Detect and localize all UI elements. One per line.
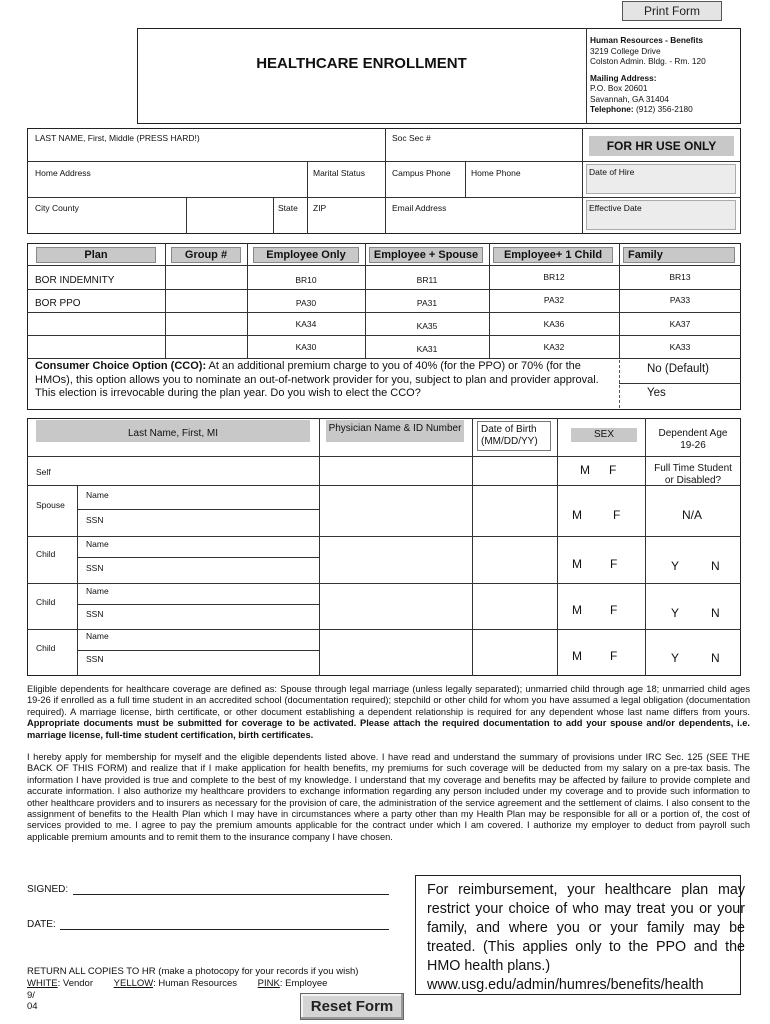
date-of-hire-label: Date of Hire [589,167,635,177]
white-copy-key: WHITE [27,978,58,989]
child3-sex-m[interactable]: M [572,649,582,663]
cco-heading: Consumer Choice Option (CCO): [35,360,207,372]
plan-code[interactable]: PA32 [543,295,565,305]
dependent-age-header [645,428,741,452]
plan-header: Plan [36,247,156,263]
city-county-label: City County [35,203,79,213]
plan-code[interactable]: KA37 [669,319,691,329]
spouse-sex-f[interactable]: F [613,508,621,522]
hr-dept: Human Resources - Benefits [590,35,703,45]
plan-code[interactable]: KA33 [669,342,691,352]
yellow-copy-key: YELLOW [113,978,154,989]
employee-only-header: Employee Only [253,247,359,263]
home-address-label: Home Address [35,168,91,178]
effective-date-label: Effective Date [589,203,642,213]
soc-sec-input[interactable] [388,145,578,159]
revision-line1: 9/ [27,990,35,1001]
name-label: Name [86,586,109,596]
reset-form-button[interactable]: Reset Form [300,993,404,1020]
date-label: DATE: [27,919,56,930]
eligibility-paragraph [27,684,750,741]
dob-header-line2: (MM/DD/YY) [481,436,538,447]
ssn-label: SSN [86,515,104,525]
signature-input[interactable] [75,879,387,893]
state-input[interactable] [276,215,305,231]
cco-text [35,360,613,401]
plan-code[interactable]: KA31 [416,344,438,354]
plan-code[interactable]: BR10 [295,275,317,285]
signed-label: SIGNED: [27,884,69,895]
child1-sex-m[interactable]: M [572,557,582,571]
child3-yes[interactable]: Y [671,651,680,665]
fulltime-line2: or Disabled? [664,475,722,486]
fulltime-student-label [645,463,741,487]
child1-no[interactable]: N [711,559,720,573]
reimbursement-note-box [415,875,745,995]
self-sex-m[interactable]: M [580,463,590,477]
pink-copy-key: PINK [257,978,280,989]
child3-sex-f[interactable]: F [610,649,618,663]
state-label: State [278,203,298,213]
cco-yes-option[interactable]: Yes [647,387,666,399]
plan-code[interactable]: KA35 [416,321,438,331]
hr-box: P.O. Box 20601 [590,83,648,93]
email-label: Email Address [392,203,447,213]
hr-address [590,35,706,115]
marital-status-label: Marital Status [313,168,365,178]
plan-code[interactable]: KA34 [295,319,317,329]
plan-code[interactable]: PA30 [295,298,317,308]
spouse-label: Spouse [36,500,65,510]
child3-no[interactable]: N [711,651,720,665]
revision-line2: 04 [27,1001,38,1012]
hr-use-only-label: FOR HR USE ONLY [589,136,734,156]
fulltime-line1: Full Time Student [654,463,732,474]
cco-body: At an additional premium charge to you of 40% (for the PPO) or 70% (for the HMOs), this option allows you to nominate an out-of-network provider for you, subject to plan and provider approval. This election is irrevocable during the plan year. Do you wish to elect the CCO? [35,360,599,399]
child-label: Child [36,549,56,559]
hr-tel-label: Telephone: [590,104,634,114]
dob-header-line1: Date of Birth [481,424,537,435]
page-title: HEALTHCARE ENROLLMENT [256,55,467,72]
child2-yes[interactable]: Y [671,606,680,620]
plan-code[interactable]: KA30 [295,342,317,352]
dep-age-line1: Dependent Age [658,428,728,439]
zip-label: ZIP [313,203,327,213]
authorization-paragraph: I hereby apply for membership for myself and the eligible dependents listed above. I have read and understand the summary of provisions under IRC Sec. 125 (SEE THE BACK OF THIS FORM) and realize that if I make application for health benefits, my premiums for such coverage will be deducted from my salary on a pre-tax basis. The information I have provided is true and complete to the best of my knowledge. I understand that my coverage and benefits may be affected by failure to provide complete and accurate information. I also authorize my healthcare providers to exchange information regarding any person included under my coverage and to provide such information to other healthcare providers and to insurers as necessary for the provision of care, the administration of the service agreement and the settlement of claims. I also consent to the assignment of benefits to the Health Plan which I may have in circumstances where a party other than my Health Plan may be responsible for all or a portion of, the cost of services provided to me. I agree to pay the premium amounts applicable for the contract under which I am covered. I authorize my employer to deduct from payroll such applicable premium amounts and to remit them to the insurance company I have chosen. [27,752,750,842]
child1-sex-f[interactable]: F [610,557,618,571]
plan-code[interactable]: KA36 [543,319,565,329]
ssn-label: SSN [86,563,104,573]
child2-sex-m[interactable]: M [572,603,582,617]
name-label: Name [86,631,109,641]
child2-no[interactable]: N [711,606,720,620]
hr-city: Savannah, GA 31404 [590,93,669,104]
pink-copy-value: : Employee [279,978,328,989]
cco-no-option[interactable]: No (Default) [647,363,709,375]
child-label: Child [36,597,56,607]
spouse-sex-m[interactable]: M [572,508,582,522]
child1-yes[interactable]: Y [671,559,680,573]
dob-header [477,421,551,451]
eligibility-text: Eligible dependents for healthcare coverage are defined as: Spouse through legal marriage (unless legally separated); unmarried child through age 18; unmarried child ages 19-26 if enrolled as a full time student in an accredited school (documentation required); stepchild or other child for whom you have assumed a legal obligation (documentation required). A marriage license, birth certificate, or other document establishing a dependent relationship is required for any dependent whose last name differs from yours. [27,684,750,717]
last-name-label: LAST NAME, First, Middle (PRESS HARD!) [35,133,200,143]
plan-code[interactable]: BR11 [416,275,438,285]
self-name-input[interactable] [80,460,316,482]
effective-date-field[interactable] [586,200,736,230]
home-phone-label: Home Phone [471,168,521,178]
yellow-copy-value: : Human Resources [153,978,238,989]
family-header: Family [623,247,735,263]
plan-code[interactable]: PA33 [669,295,691,305]
employee-child-header: Employee+ 1 Child [493,247,613,263]
dependent-name-header: Last Name, First, MI [36,420,310,442]
revision-date [27,990,38,1012]
return-instructions: RETURN ALL COPIES TO HR (make a photocopy for your records if you wish) [27,966,359,977]
reimbursement-url[interactable]: www.usg.edu/admin/humres/benefits/health [427,977,704,993]
plan-code[interactable]: BR13 [669,272,691,282]
child2-sex-f[interactable]: F [610,603,618,617]
name-label: Name [86,490,109,500]
campus-phone-input[interactable] [388,180,462,195]
spouse-na: N/A [682,508,703,522]
county-input[interactable] [189,215,270,231]
ssn-label: SSN [86,609,104,619]
reimbursement-note: For reimbursement, your healthcare plan may restrict your choice of who may treat you or your family, and where you or your family may be treated. (This applies only to the PPO and the HMO health plans.) [427,882,745,974]
marital-status-input[interactable] [310,180,382,195]
plan-code[interactable]: PA31 [416,298,438,308]
hr-tel: (912) 356-2180 [635,104,693,114]
home-address-input[interactable] [30,180,304,195]
sex-header: SEX [571,428,637,442]
ssn-label: SSN [86,654,104,664]
plan-code[interactable]: KA32 [543,342,565,352]
dep-age-line2: 19-26 [680,440,706,451]
eligibility-bold-text: Appropriate documents must be submitted for coverage to be activated. Please attach the required documentation to add your spouse and/or dependents, i.e. marriage license, full-time student certification, birth certificates. [27,718,750,740]
plan-code[interactable]: BR12 [543,272,565,282]
child-label: Child [36,643,56,653]
copy-distribution [27,978,327,989]
city-input[interactable] [30,215,183,231]
email-input[interactable] [388,215,578,231]
employee-spouse-header: Employee + Spouse [369,247,483,263]
print-form-button[interactable]: Print Form [622,1,722,21]
soc-sec-label: Soc Sec # [392,133,431,143]
plan-name-bor-indemnity: BOR INDEMNITY [35,275,115,286]
self-sex-f[interactable]: F [609,463,617,477]
date-input[interactable] [62,914,387,928]
zip-input[interactable] [310,215,382,231]
campus-phone-label: Campus Phone [392,168,451,178]
name-label: Name [86,539,109,549]
physician-header: Physician Name & ID Number [326,420,464,442]
white-copy-value: : Vendor [57,978,93,989]
hr-bldg: Colston Admin. Bldg. - Rm. 120 [590,56,706,66]
employee-name-input[interactable] [30,145,382,159]
plan-name-bor-ppo: BOR PPO [35,298,81,309]
home-phone-input[interactable] [468,180,579,195]
hr-mailing-label: Mailing Address: [590,72,657,83]
hr-street: 3219 College Drive [590,45,661,56]
self-label: Self [36,467,51,477]
date-of-hire-field[interactable] [586,164,736,194]
group-header: Group # [171,247,241,263]
